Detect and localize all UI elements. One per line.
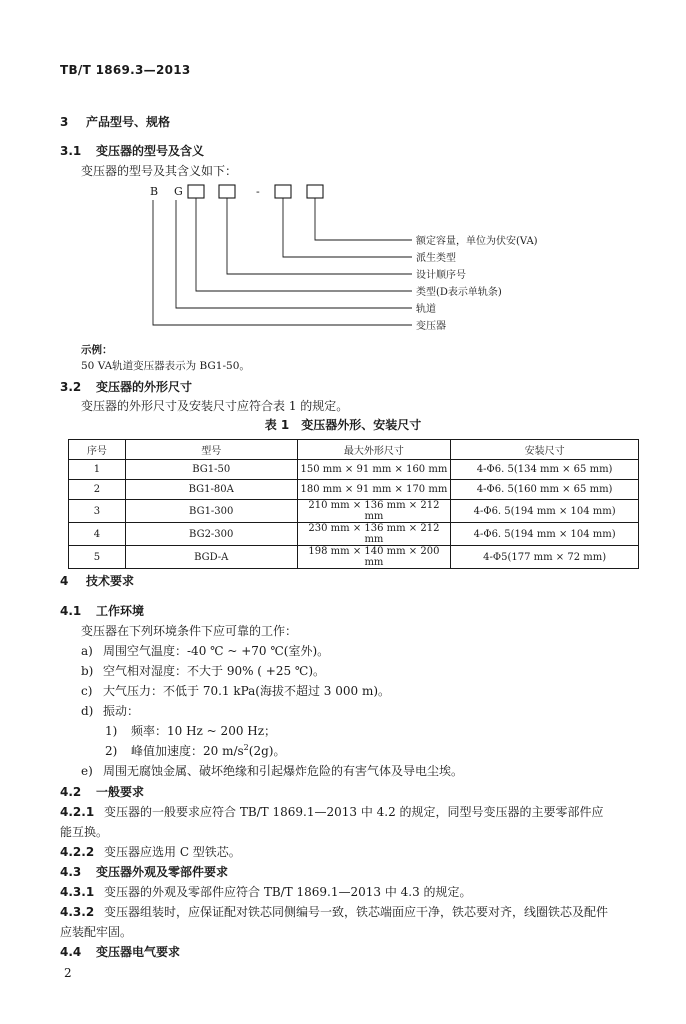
header-seq: 序号 [69,440,126,460]
label-transformer: 变压器 [416,321,446,332]
cell-model: BG1-80A [125,480,297,500]
letter-b: B [150,185,159,198]
table-row [69,523,639,546]
section-3-1-intro: 变压器的型号及其含义如下： [81,164,238,178]
cell-model: BG2-300 [125,523,297,546]
table-1-title: 表 1 变压器外形、安装尺寸 [264,418,422,432]
label-design-seq: 设计顺序号 [416,270,466,281]
section-4-1-heading: 4.1 工作环境 [60,604,145,618]
env-item-e: e) 周围无腐蚀金属、破坏绝缘和引起爆炸危险的有害气体及导电尘埃。 [81,764,464,778]
section-4-3-2-line2: 应装配牢固。 [60,925,133,939]
section-3-heading: 3 产品型号、规格 [60,115,171,129]
cell-model: BGD-A [125,546,297,569]
page-number: 2 [64,966,72,980]
cell-model: BG1-300 [125,500,297,523]
section-4-2-1-line2: 能互换。 [60,825,109,839]
cell-seq: 2 [69,480,126,500]
label-derived-type: 派生类型 [416,253,456,264]
line-capacity [315,198,412,240]
env-item-d: d) 振动： [81,704,140,718]
standard-code: TB/T 1869.3—2013 [60,63,191,77]
cell-max-size: 210 mm × 136 mm × 212 mm [297,500,451,523]
line-track [176,200,412,308]
env-item-a: a) 周围空气温度：-40 ℃ ~ +70 ℃(室外)。 [81,644,330,658]
box-capacity [307,185,323,198]
section-4-4-heading: 4.4 变压器电气要求 [60,945,181,959]
box-derived-type [275,185,291,198]
box-design-seq [219,185,235,198]
cell-max-size: 198 mm × 140 mm × 200 mm [297,546,451,569]
table-row [69,546,639,569]
line-type [196,198,412,291]
header-model: 型号 [125,440,297,460]
example-label: 示例： [81,344,113,356]
header-mount-size: 安装尺寸 [451,440,639,460]
example-text: 50 VA轨道变压器表示为 BG1-50。 [81,360,250,372]
env-item-b: b) 空气相对湿度：不大于 90% ( +25 ℃)。 [81,664,326,678]
table-row [69,480,639,500]
cell-model: BG1-50 [125,460,297,480]
cell-seq: 1 [69,460,126,480]
table-row [69,460,639,480]
section-4-heading: 4 技术要求 [60,574,135,588]
cell-mount-size: 4-Φ6. 5(134 mm × 65 mm) [451,460,639,480]
label-capacity: 额定容量，单位为伏安(VA) [416,236,538,247]
cell-mount-size: 4-Φ6. 5(160 mm × 65 mm) [451,480,639,500]
letter-g: G [174,185,183,198]
section-3-2-heading: 3.2 变压器的外形尺寸 [60,380,193,394]
table-row [69,500,639,523]
dash-mark: - [256,185,260,198]
section-4-2-heading: 4.2 一般要求 [60,785,145,799]
cell-max-size: 180 mm × 91 mm × 170 mm [297,480,451,500]
cell-max-size: 150 mm × 91 mm × 160 mm [297,460,451,480]
cell-mount-size: 4-Φ6. 5(194 mm × 104 mm) [451,500,639,523]
section-4-3-heading: 4.3 变压器外观及零部件要求 [60,865,229,879]
header-max-size: 最大外形尺寸 [297,440,451,460]
label-type: 类型(D表示单轨条) [416,287,502,298]
line-transformer [153,200,412,325]
section-4-1-intro: 变压器在下列环境条件下应可靠的工作： [81,624,298,638]
vibration-acceleration: 2) 峰值加速度：20 $m/s^2(2g)$。 [105,743,286,758]
section-4-2-2: 4.2.2 变压器应选用 C 型铁芯。 [60,845,241,859]
env-item-c: c) 大气压力：不低于 70.1 kPa(海拔不超过 3 000 m)。 [81,684,391,698]
table-header-row [69,440,639,460]
section-3-2-intro: 变压器的外形尺寸及安装尺寸应符合表 1 的规定。 [81,399,349,413]
cell-mount-size: 4-Φ5(177 mm × 72 mm) [451,546,639,569]
section-3-1-heading: 3.1 变压器的型号及含义 [60,144,205,158]
section-4-3-1: 4.3.1 变压器的外观及零部件应符合 TB/T 1869.1—2013 中 4.3 的规定。 [60,885,472,899]
section-4-2-1-line1: 4.2.1 变压器的一般要求应符合 TB/T 1869.1—2013 中 4.2 的规定，同型号变压器的主要零部件应 [60,805,604,819]
box-type [188,185,204,198]
vibration-frequency: 1) 频率：10 Hz ~ 200 Hz； [105,724,277,738]
section-4-3-2-line1: 4.3.2 变压器组装时，应保证配对铁芯同侧编号一致，铁芯端面应干净，铁芯要对齐，线圈铁芯及配件 [60,905,609,919]
cell-seq: 3 [69,500,126,523]
line-derived [283,198,412,257]
model-designation-diagram [0,180,686,340]
cell-max-size: 230 mm × 136 mm × 212 mm [297,523,451,546]
cell-mount-size: 4-Φ6. 5(194 mm × 104 mm) [451,523,639,546]
cell-seq: 4 [69,523,126,546]
cell-seq: 5 [69,546,126,569]
line-design-seq [227,198,412,274]
dimensions-table [68,439,639,569]
label-track: 轨道 [416,304,436,315]
